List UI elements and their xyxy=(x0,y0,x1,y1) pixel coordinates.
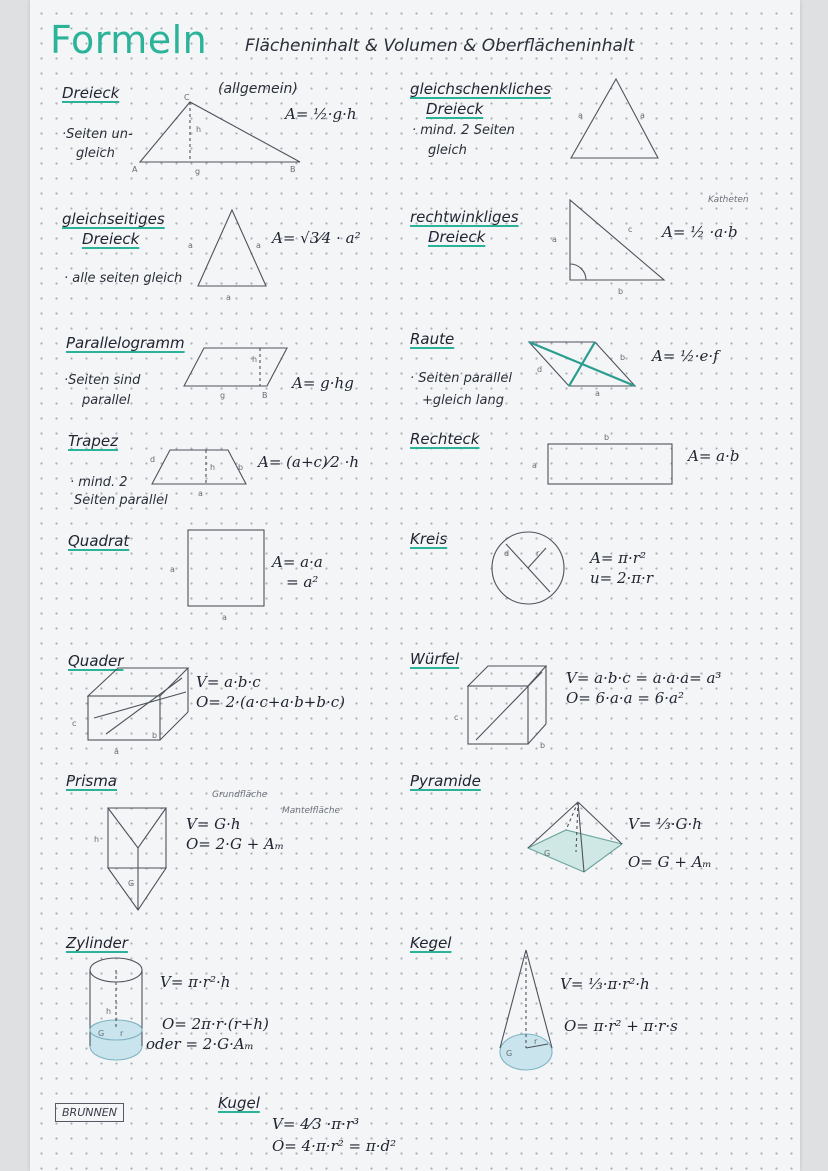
kugel-title: Kugel xyxy=(218,1094,260,1112)
quader-formula-1: V= a·b·c xyxy=(196,673,261,691)
gleichseitig-formula: A= √3⁄4 · a² xyxy=(272,229,361,247)
svg-text:b: b xyxy=(540,741,546,750)
svg-text:a: a xyxy=(595,389,600,398)
trapez-title: Trapez xyxy=(68,432,118,450)
gleichseitig-title-2: Dreieck xyxy=(82,230,140,248)
svg-text:a: a xyxy=(188,241,193,250)
quader-title: Quader xyxy=(68,652,124,670)
wuerfel-formula-2: O= 6·a·a = 6·a² xyxy=(566,689,684,707)
zylinder-formula-2: O= 2π·r·(r+h) xyxy=(162,1015,269,1033)
svg-text:G: G xyxy=(128,879,135,888)
svg-text:h: h xyxy=(252,355,258,364)
parallelogramm-formula: A= g·hg xyxy=(292,374,354,392)
svg-text:g: g xyxy=(220,391,226,400)
rechtwinklig-drawing xyxy=(552,198,668,296)
raute-formula: A= ½·e·f xyxy=(652,347,719,365)
trapez-formula: A= (a+c)⁄2 ·h xyxy=(258,453,360,471)
notebook-page xyxy=(30,0,800,1171)
svg-text:c: c xyxy=(628,225,633,234)
svg-text:b: b xyxy=(238,463,244,472)
wuerfel-drawing xyxy=(454,664,550,750)
parallelogramm-note-1: ·Seiten sind xyxy=(64,373,141,388)
svg-text:a: a xyxy=(222,613,227,622)
raute-title: Raute xyxy=(410,330,455,348)
trapez-note-2: Seiten parallel xyxy=(74,493,168,508)
svg-text:a: a xyxy=(552,235,557,244)
svg-text:d: d xyxy=(504,549,510,558)
svg-text:b: b xyxy=(604,433,610,442)
parallelogramm-title: Parallelogramm xyxy=(66,334,185,352)
raute-drawing xyxy=(525,336,645,398)
brunnen-logo: BRUNNEN xyxy=(55,1103,124,1122)
dreieck-title: Dreieck xyxy=(62,84,120,102)
svg-text:a: a xyxy=(226,293,231,302)
trapez-drawing xyxy=(150,446,250,498)
parallelogramm-note-2: parallel xyxy=(82,393,131,408)
svg-text:b: b xyxy=(618,287,624,296)
gleichseitig-note: · alle seiten gleich xyxy=(64,271,183,286)
pyramide-title: Pyramide xyxy=(410,772,481,790)
kreis-title: Kreis xyxy=(410,530,448,548)
rechteck-title: Rechteck xyxy=(410,430,480,448)
svg-text:a: a xyxy=(532,461,537,470)
rechtwinklig-title-1: rechtwinkliges xyxy=(410,208,519,226)
gleichseitig-drawing xyxy=(188,206,271,302)
quader-drawing xyxy=(72,664,196,756)
kugel-formula-2: O= 4·π·r² = π·d² xyxy=(272,1137,397,1155)
quadrat-formula-2: = a² xyxy=(286,573,319,591)
quadrat-drawing xyxy=(170,528,268,622)
svg-text:G: G xyxy=(506,1049,513,1058)
prisma-formula-1: V= G·h xyxy=(186,815,241,833)
svg-text:h: h xyxy=(210,463,216,472)
dreieck-drawing xyxy=(132,93,310,176)
kreis-formula-1: A= π·r² xyxy=(590,549,646,567)
svg-text:B: B xyxy=(262,391,268,400)
gleichschenklig-drawing xyxy=(568,76,663,161)
svg-text:r: r xyxy=(536,549,540,558)
kreis-drawing xyxy=(490,530,570,610)
raute-note-2: +gleich lang xyxy=(422,393,504,408)
parallelogramm-drawing xyxy=(182,346,292,400)
svg-text:c: c xyxy=(454,713,459,722)
wuerfel-formula-1: V= a·b·c = a·a·a= a³ xyxy=(566,669,722,687)
rechtwinklig-title-2: Dreieck xyxy=(428,228,486,246)
svg-text:r: r xyxy=(534,1037,538,1046)
svg-text:a: a xyxy=(256,241,261,250)
svg-text:a: a xyxy=(578,111,583,120)
rechteck-formula: A= a·b xyxy=(688,447,740,465)
prisma-title: Prisma xyxy=(66,772,117,790)
svg-text:h: h xyxy=(106,1007,112,1016)
svg-text:c: c xyxy=(72,719,77,728)
quader-formula-2: O= 2·(a·c+a·b+b·c) xyxy=(196,693,345,711)
prisma-label-grundflaeche: Grundfläche xyxy=(212,790,268,800)
kreis-formula-2: u= 2·π·r xyxy=(590,569,654,587)
gleichschenklig-note-1: · mind. 2 Seiten xyxy=(412,123,515,138)
rechteck-drawing xyxy=(532,433,676,487)
svg-text:d: d xyxy=(150,455,156,464)
dreieck-formula: A= ½·g·h xyxy=(285,105,357,123)
pyramide-formula-1: V= ⅓·G·h xyxy=(628,815,702,833)
svg-text:A: A xyxy=(132,165,138,174)
svg-text:h: h xyxy=(94,835,100,844)
rechtwinklig-formula: A= ½ ·a·b xyxy=(662,223,738,241)
quadrat-formula-1: A= a·a xyxy=(272,553,323,571)
trapez-note-1: · mind. 2 xyxy=(70,475,128,490)
zylinder-formula-1: V= π·r²·h xyxy=(160,973,231,991)
wuerfel-title: Würfel xyxy=(410,650,460,668)
svg-text:G: G xyxy=(544,849,551,858)
svg-text:r: r xyxy=(120,1029,124,1038)
prisma-formula-2: O= 2·G + Aₘ xyxy=(186,835,285,853)
svg-text:G: G xyxy=(98,1029,105,1038)
svg-text:a: a xyxy=(114,747,119,756)
svg-text:B: B xyxy=(290,165,296,174)
dreieck-subtitle: (allgemein) xyxy=(218,81,298,97)
svg-text:a: a xyxy=(198,489,203,498)
svg-text:d: d xyxy=(537,365,543,374)
page-subtitle: Flächeninhalt & Volumen & Oberflächeninhalt xyxy=(245,36,635,56)
dreieck-note-2: gleich xyxy=(76,146,115,161)
gleichschenklig-title-1: gleichschenkliches xyxy=(410,80,551,98)
zylinder-title: Zylinder xyxy=(66,934,128,952)
raute-note-1: · Seiten parallel xyxy=(410,371,512,386)
prisma-label-mantelflaeche: Mantelfläche xyxy=(282,806,341,816)
svg-text:h: h xyxy=(196,125,202,134)
pyramide-formula-2: O= G + Aₘ xyxy=(628,853,712,871)
gleichschenklig-note-2: gleich xyxy=(428,143,467,158)
svg-text:g: g xyxy=(195,167,201,176)
pyramide-drawing xyxy=(526,800,626,880)
quadrat-title: Quadrat xyxy=(68,532,130,550)
gleichschenklig-title-2: Dreieck xyxy=(426,100,484,118)
rechtwinklig-annotation: Katheten xyxy=(708,195,749,205)
kegel-formula-2: O= π·r² + π·r·s xyxy=(564,1017,678,1035)
zylinder-formula-3: oder = 2·G·Aₘ xyxy=(146,1035,254,1053)
svg-text:b: b xyxy=(152,731,158,740)
prisma-drawing xyxy=(94,806,170,914)
svg-text:C: C xyxy=(184,93,190,102)
zylinder-drawing xyxy=(88,956,144,1066)
kegel-formula-1: V= ⅓·π·r²·h xyxy=(560,975,650,993)
svg-text:b: b xyxy=(620,353,626,362)
kegel-title: Kegel xyxy=(410,934,452,952)
svg-text:a: a xyxy=(640,111,645,120)
dreieck-note-1: ·Seiten un- xyxy=(62,127,133,142)
kegel-drawing xyxy=(498,948,558,1074)
svg-text:a: a xyxy=(170,565,175,574)
page-title: Formeln xyxy=(50,18,208,62)
kugel-formula-1: V= 4⁄3 ·π·r³ xyxy=(272,1115,360,1133)
gleichseitig-title-1: gleichseitiges xyxy=(62,210,165,228)
